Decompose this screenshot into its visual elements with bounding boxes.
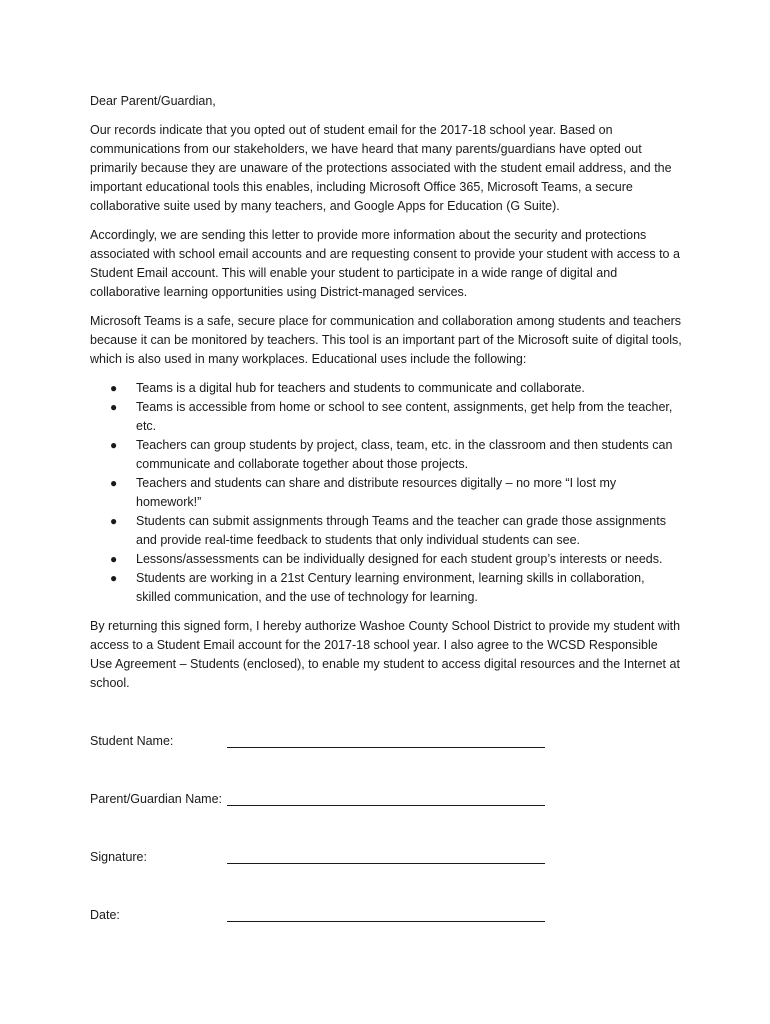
paragraph-teams: Microsoft Teams is a safe, secure place for communication and collaboration among students and teachers because it can be monitored by teachers. This tool is an important part of the Microsoft suite of digital tools, which is also used in many workplaces. Educational uses include the following: [90, 314, 682, 366]
signature-row [90, 848, 560, 867]
paragraph-accordingly: Accordingly, we are sending this letter to provide more information about the security and protections associated with school email accounts and are requesting consent to provide your student with access to a Student Email account. This will enable your student to participate in a wide range of digital and collaborative learning opportunities using District-managed services. [90, 228, 680, 299]
list-item: ● Lessons/assessments can be individually designed for each student group’s interests or needs. [136, 550, 682, 569]
letter-body [90, 92, 682, 703]
signature-field[interactable] [227, 851, 545, 864]
parent-name-field[interactable] [227, 793, 545, 806]
date-field[interactable] [227, 909, 545, 922]
date-label: Date: [90, 908, 120, 922]
list-item: ● Teachers and students can share and distribute resources digitally – no more “I lost my homework!” [110, 476, 617, 509]
bullet-icon: ● [110, 438, 118, 452]
list-item: ● Teams is accessible from home or school to see content, assignments, get help from the teacher, etc. [110, 400, 673, 433]
list-item: ● Students are working in a 21st Century learning environment, learning skills in collaboration, skilled communication, and the use of technology for learning. [110, 571, 645, 604]
parent-name-label: Parent/Guardian Name: [90, 792, 223, 806]
list-item: ● Students can submit assignments through Teams and the teacher can grade those assignments and provide real-time feedback to students that only individual students can see. [110, 514, 666, 547]
bullet-icon: ● [110, 476, 118, 490]
uses-list [90, 379, 682, 607]
bullet-icon: ● [110, 400, 118, 414]
list-item: ● Teams is a digital hub for teachers and students to communicate and collaborate. [136, 379, 682, 398]
paragraph-opt-out: Our records indicate that you opted out of student email for the 2017-18 school year. Based on communications from our stakeholders, we have heard that many parents/guardians have opted out primarily because they are unaware of the protections associated with the student email address, and the important educational tools this enables, including Microsoft Office 365, Microsoft Teams, a secure collaborative suite used by many teachers, and Google Apps for Education (G Suite). [90, 123, 672, 213]
bullet-icon: ● [110, 381, 118, 395]
bullet-icon: ● [110, 514, 118, 528]
date-row [90, 906, 560, 925]
paragraph-authorization: By returning this signed form, I hereby authorize Washoe County School District to provide my student with access to a Student Email account for the 2017-18 school year. I also agree to the WCSD Responsible Use Agreement – Students (enclosed), to enable my student to access digital resources and the Internet at school. [90, 619, 681, 690]
bullet-icon: ● [110, 571, 118, 585]
student-name-label: Student Name: [90, 734, 174, 748]
signature-form [90, 732, 560, 964]
student-name-field[interactable] [227, 735, 545, 748]
salutation: Dear Parent/Guardian, [90, 94, 216, 108]
parent-name-row [90, 790, 560, 809]
student-name-row [90, 732, 560, 751]
bullet-icon: ● [110, 552, 118, 566]
signature-label: Signature: [90, 850, 147, 864]
list-item: ● Teachers can group students by project, class, team, etc. in the classroom and then students can communicate and collaborate together about those projects. [110, 438, 673, 471]
